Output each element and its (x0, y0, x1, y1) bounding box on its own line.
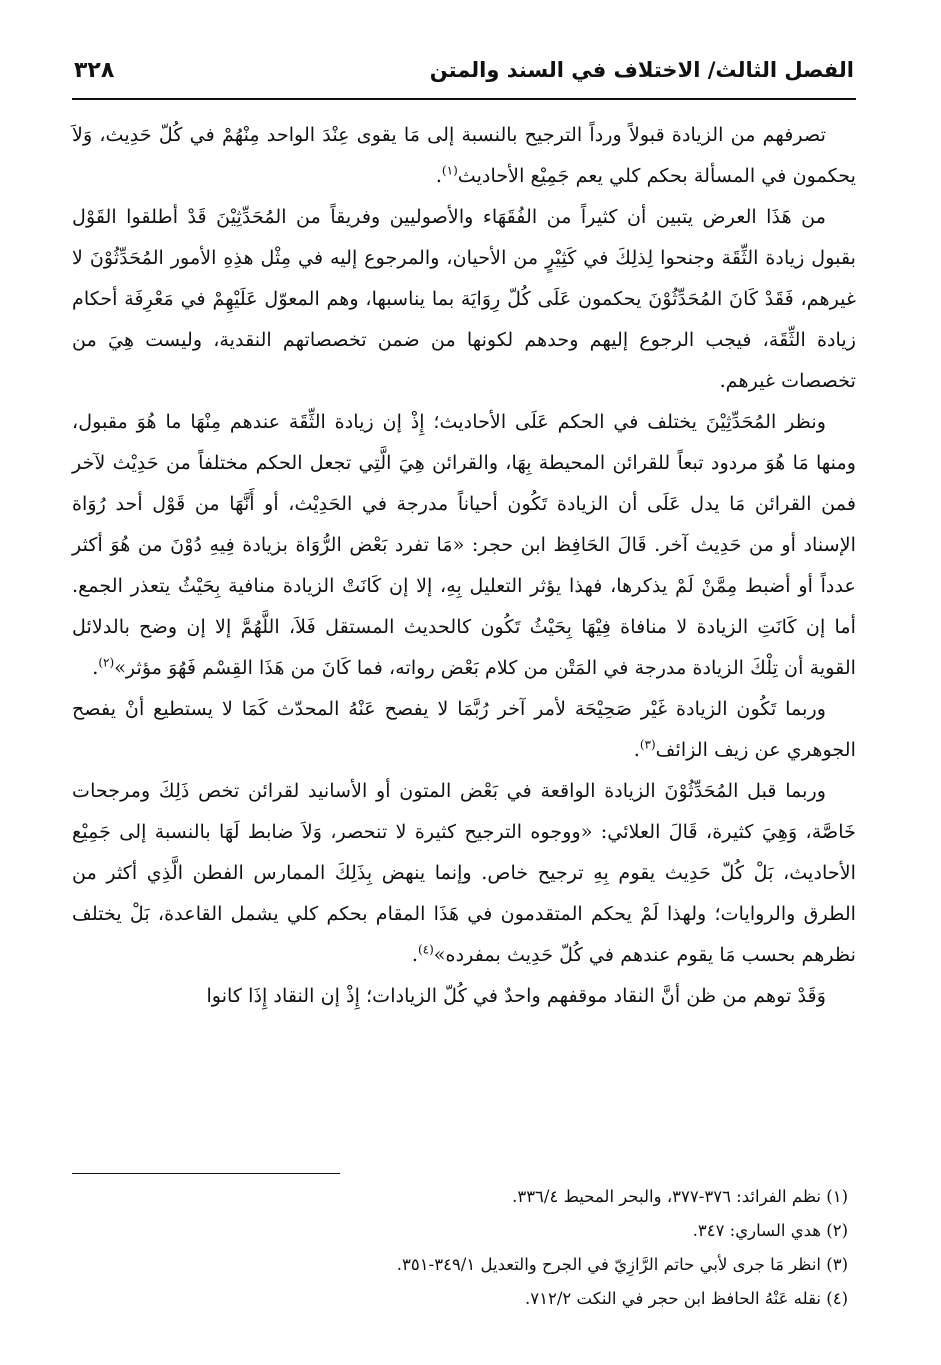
paragraph-text: وربما قبل المُحَدِّثُوْنَ الزيادة الواقعة في بَعْض المتون أو الأسانيد لقرائن تخص ذَلِكَ ومرجحات خَاصَّة، وَهِيَ كثيرة، قَالَ العلائي: «ووجوه الترجيح كثيرة لا تنحصر، وَلاَ ضابط لَهَا بالنسبة إلى جَمِيْع الأحاديث، بَلْ كُلّ حَدِيث يقوم بِهِ ترجيح خاص. وإنما ينهض بِذَلِكَ الممارس الفطن الَّذِي أكثر من الطرق والروايات؛ ولهذا لَمْ يحكم المتقدمون في هَذَا المقام بحكم كلي يشمل القاعدة، بَلْ يختلف نظرهم بحسب مَا يقوم عندهم في كُلّ حَدِيث بمفرده» (72, 779, 856, 966)
footnote-ref: (١) (441, 163, 458, 178)
paragraph (72, 975, 856, 1016)
paragraph-text: وربما تَكُون الزيادة غَيْر صَحِيْحَة لأمر آخر رُبَّمَا لا يفصح عَنْهُ المحدّث كَمَا لا يستطيع أنْ يفصح الجوهري عن زيف الزائف (72, 697, 856, 761)
paragraph-text: من هَذَا العرض يتبين أن كثيراً من الفُقَهَاء والأصوليين وفريقاً من المُحَدِّثِيْنَ قَدْ أطلقوا القَوْل بقبول زيادة الثِّقَة وجنحوا لِذلِكَ في كَثِيْرٍ من الأحيان، والمرجوع إليه في مِثْل هذِهِ الأمور المُحَدِّثُوْنَ لا غيرهم، فَقَدْ كَانَ المُحَدِّثُوْنَ يحكمون عَلَى كُلّ رِوَايَة بما يناسبها، وهم المعوّل عَلَيْهِمْ في مَعْرِفَة أحكام زيادة الثِّقَة، فيجب الرجوع إليهم وحدهم لكونها من ضمن تخصصاتهم النقدية، وليست هِيَ من تخصصات غيرهم. (72, 205, 856, 392)
footnote: (١) نظم الفرائد: ٣٧٦-٣٧٧، والبحر المحيط ٣٣٦/٤. (512, 1187, 848, 1206)
footnote: (٢) هدي الساري: ٣٤٧. (692, 1221, 848, 1240)
paragraph-text: ونظر المُحَدِّثِيْنَ يختلف في الحكم عَلَى الأحاديث؛ إِذْ إن زيادة الثِّقَة عندهم مِنْهَا ما هُوَ مقبول، ومنها مَا هُوَ مردود تبعاً للقرائن المحيطة بِهَا، والقرائن هِيَ الَّتِي تجعل الحكم مختلفاً من حَدِيْث لآخر فمن القرائن مَا يدل عَلَى أن الزيادة تَكُون أحياناً مدرجة في الحَدِيْث، أو أَنَّهَا من قَوْل أحد رُوَاة الإسناد أو من حَدِيث آخر. قَالَ الحَافِظ ابن حجر: «مَا تفرد بَعْض الرُّوَاة بزيادة فِيهِ دُوْنَ من هُوَ أكثر عدداً أو أضبط مِمَّنْ لَمْ يذكرها، فهذا يؤثر التعليل بِهِ، إلا إن كَانَتْ الزيادة منافية بِحَيْثُ يتعذر الجمع. أما إن كَانَتِ الزيادة لا منافاة فِيْهَا بِحَيْثُ تَكُون كالحديث المستقل فَلاَ، اللَّهُمَّ إلا إن وضح بالدلائل القوية أن تِلْكَ الزيادة مدرجة في المَتْن من كلام بَعْض رواته، فما كَانَ من هَذَا القِسْم فَهُوَ مؤثر» (72, 410, 856, 679)
page-number: ٣٢٨ (74, 58, 115, 83)
footnotes (72, 1180, 856, 1316)
paragraph (72, 688, 856, 770)
footnote: (٤) نقله عَنْهُ الحافظ ابن حجر في النكت ٧١٢/٢. (525, 1289, 848, 1308)
body-text (72, 114, 856, 1016)
paragraph-text: تصرفهم من الزيادة قبولاً ورداً الترجيح بالنسبة إلى مَا يقوى عِنْدَ الواحد مِنْهُمْ في كُلّ حَدِيث، وَلاَ يحكمون في المسألة بحكم كلي يعم جَمِيْع الأحاديث (72, 123, 856, 187)
footnote-ref: (٣) (639, 737, 656, 752)
footnote-ref: (٢) (98, 655, 115, 670)
paragraph-end: . (633, 738, 640, 761)
paragraph (72, 770, 856, 975)
footnote-divider (72, 1173, 340, 1174)
chapter-title: الفصل الثالث/ الاختلاف في السند والمتن (429, 58, 854, 82)
paragraph-end: . (92, 656, 99, 679)
page (72, 58, 856, 1016)
paragraph-end: . (435, 164, 442, 187)
paragraph (72, 401, 856, 688)
paragraph (72, 196, 856, 401)
paragraph (72, 114, 856, 196)
footnote: (٣) انظر مَا جرى لأبي حاتم الرَّازِيّ في الجرح والتعديل ٣٤٩/١-٣٥١. (396, 1255, 848, 1274)
paragraph-text: وَقَدْ توهم من ظن أنَّ النقاد موقفهم واحدٌ في كُلّ الزيادات؛ إِذْ إن النقاد إِذَا كانوا (206, 984, 826, 1007)
footnote-ref: (٤) (417, 942, 434, 957)
paragraph-end: . (411, 943, 418, 966)
running-head (72, 58, 856, 100)
